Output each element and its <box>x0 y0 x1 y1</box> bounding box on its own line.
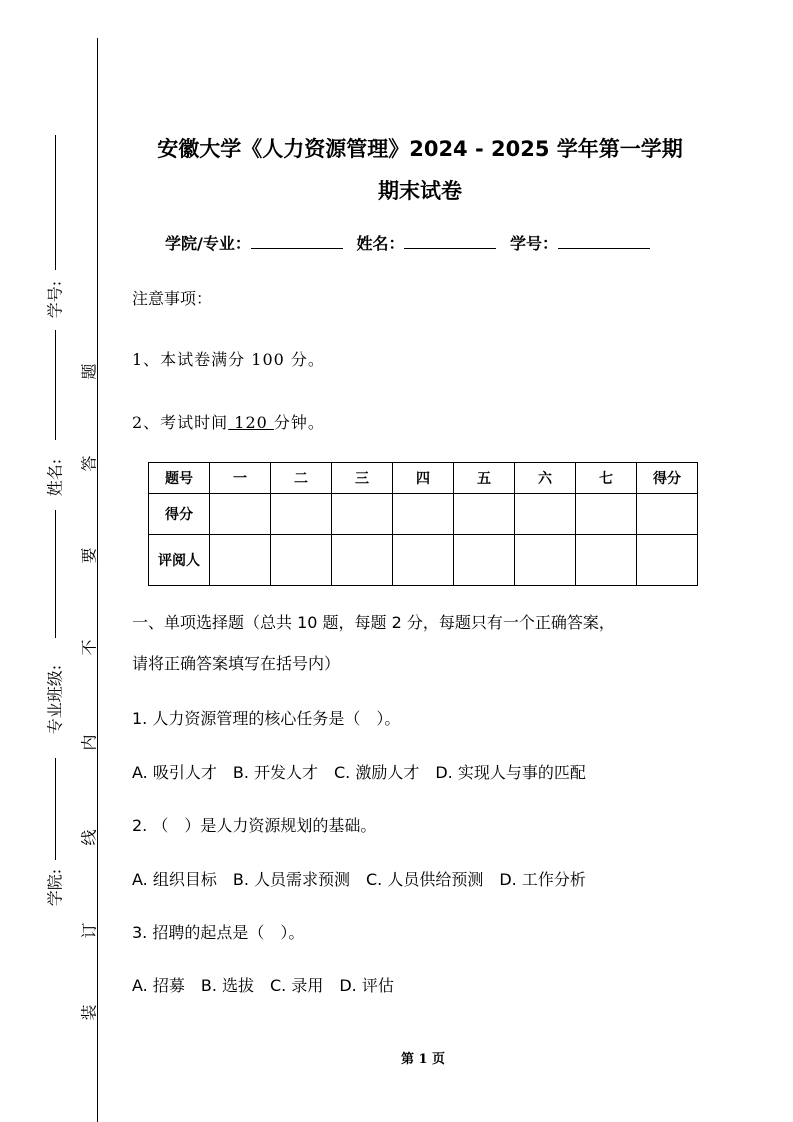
table-header: 三 <box>332 463 393 494</box>
question-1-options: A. 吸引人才 B. 开发人才 C. 激励人才 D. 实现人与事的匹配 <box>132 763 586 782</box>
question-3-options: A. 招募 B. 选拔 C. 录用 D. 评估 <box>132 976 394 995</box>
seal-char: 题 <box>79 363 99 380</box>
margin-college-label: 学院: <box>45 868 65 907</box>
row-label: 评阅人 <box>149 535 210 586</box>
question-1: 1. 人力资源管理的核心任务是（ ）。 <box>132 709 401 728</box>
binding-line <box>97 38 98 1122</box>
table-header: 四 <box>393 463 454 494</box>
seal-char: 订 <box>79 922 99 939</box>
name-field[interactable] <box>404 234 496 249</box>
table-header: 得分 <box>637 463 698 494</box>
score-cell[interactable] <box>454 494 515 535</box>
seal-char: 内 <box>79 734 99 751</box>
note-2-suffix: 分钟。 <box>273 413 325 432</box>
grader-cell[interactable] <box>576 535 637 586</box>
grader-cell[interactable] <box>210 535 271 586</box>
seal-char: 线 <box>79 829 99 846</box>
seal-char: 不 <box>79 639 99 656</box>
score-cell[interactable] <box>576 494 637 535</box>
seal-char: 答 <box>79 455 99 472</box>
student-info <box>165 231 650 254</box>
grader-cell[interactable] <box>454 535 515 586</box>
table-header: 二 <box>271 463 332 494</box>
margin-field-line <box>55 135 56 270</box>
margin-field-line <box>55 758 56 860</box>
table-header: 七 <box>576 463 637 494</box>
question-2: 2. （ ）是人力资源规划的基础。 <box>132 816 377 835</box>
exam-subtitle: 期末试卷 <box>378 179 462 203</box>
note-2-prefix: 2、考试时间 <box>132 413 229 432</box>
seal-char: 装 <box>79 1004 99 1021</box>
exam-title: 安徽大学《人力资源管理》2024 - 2025 学年第一学期 <box>157 137 683 161</box>
exam-duration: 120 <box>228 413 274 432</box>
table-header: 五 <box>454 463 515 494</box>
grader-cell[interactable] <box>637 535 698 586</box>
table-header-row <box>149 463 698 494</box>
section-heading-cont: 请将正确答案填写在括号内） <box>132 654 341 673</box>
table-row <box>149 494 698 535</box>
score-cell[interactable] <box>271 494 332 535</box>
score-cell[interactable] <box>637 494 698 535</box>
score-cell[interactable] <box>515 494 576 535</box>
notes-heading: 注意事项： <box>132 289 213 308</box>
page-number: 第 1 页 <box>400 1052 446 1067</box>
table-header: 一 <box>210 463 271 494</box>
question-2-options: A. 组织目标 B. 人员需求预测 C. 人员供给预测 D. 工作分析 <box>132 870 586 889</box>
score-cell[interactable] <box>210 494 271 535</box>
margin-field-line <box>55 330 56 440</box>
college-label: 学院/专业： <box>165 234 251 253</box>
table-row <box>149 535 698 586</box>
margin-field-line <box>55 510 56 638</box>
name-label: 姓名： <box>356 234 405 253</box>
score-cell[interactable] <box>332 494 393 535</box>
grader-cell[interactable] <box>271 535 332 586</box>
margin-class-label: 专业班级: <box>45 664 65 735</box>
grader-cell[interactable] <box>515 535 576 586</box>
grader-cell[interactable] <box>332 535 393 586</box>
section-heading: 一、单项选择题（总共 10 题，每题 2 分，每题只有一个正确答案， <box>132 613 615 632</box>
id-field[interactable] <box>558 234 650 249</box>
margin-id-label: 学号: <box>45 280 65 319</box>
grader-cell[interactable] <box>393 535 454 586</box>
score-table <box>148 462 698 586</box>
row-label: 得分 <box>149 494 210 535</box>
table-header: 题号 <box>149 463 210 494</box>
note-1: 1、本试卷满分 100 分。 <box>132 350 325 369</box>
id-label: 学号： <box>510 234 559 253</box>
margin-name-label: 姓名: <box>45 458 65 497</box>
table-header: 六 <box>515 463 576 494</box>
score-cell[interactable] <box>393 494 454 535</box>
note-2 <box>132 410 325 433</box>
question-3: 3. 招聘的起点是（ ）。 <box>132 923 305 942</box>
seal-char: 要 <box>79 547 99 564</box>
college-field[interactable] <box>251 234 343 249</box>
